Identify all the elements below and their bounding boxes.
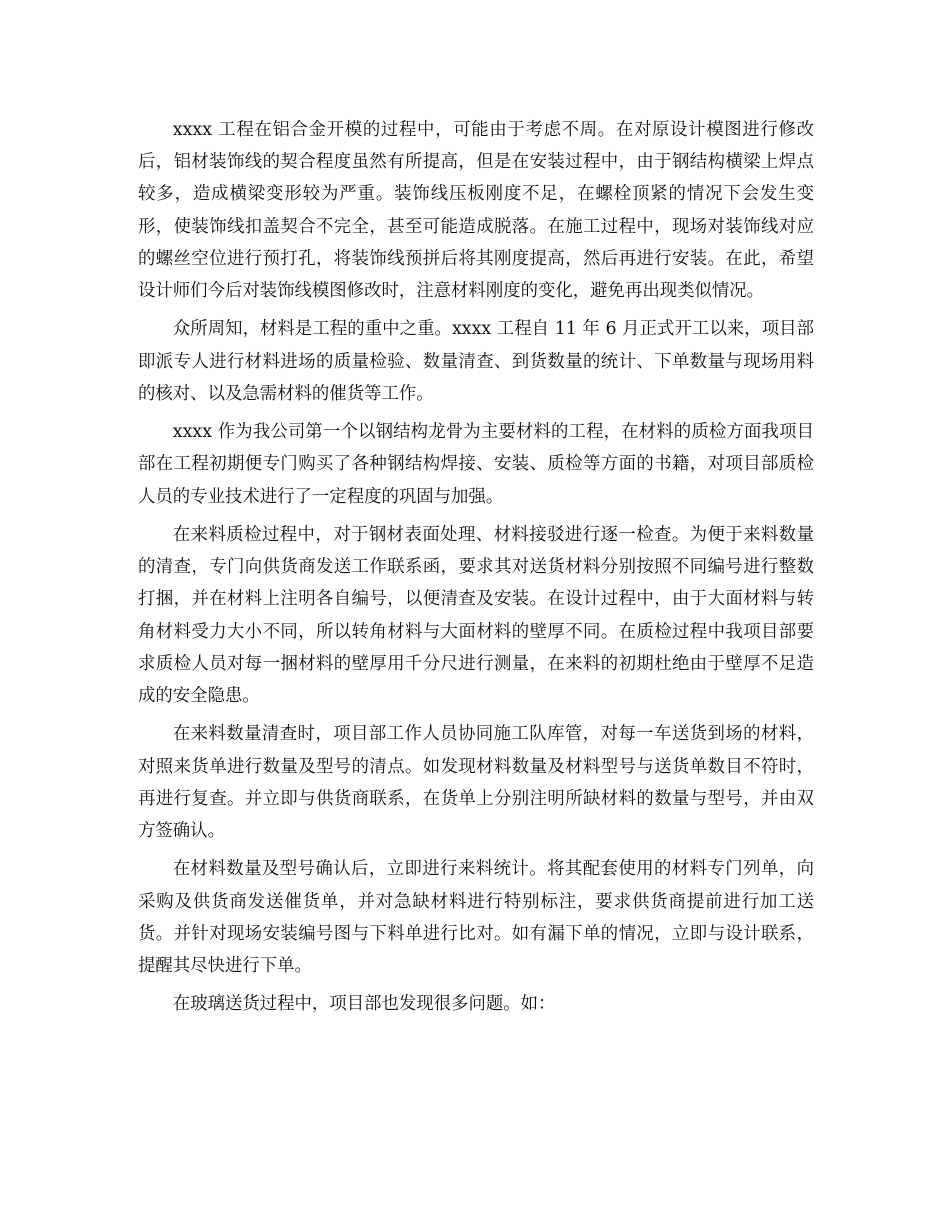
paragraph-3: xxxx 作为我公司第一个以钢结构龙骨为主要材料的工程，在材料的质检方面我项目部在工程初期便专门购买了各种钢结构焊接、安装、质检等方面的书籍，对项目部质检人员的专业技术进行了一定程度的巩固与加强。 bbox=[138, 422, 814, 507]
document-body bbox=[138, 114, 814, 1027]
paragraph-2: 众所周知，材料是工程的重中之重。xxxx 工程自 11 年 6 月正式开工以来，项目部即派专人进行材料进场的质量检验、数量清查、到货数量的统计、下单数量与现场用料的核对、以及急需材料的催货等工作。 bbox=[138, 319, 814, 404]
paragraph-4: 在来料质检过程中，对于钢材表面处理、材料接驳进行逐一检查。为便于来料数量的清查，专门向供货商发送工作联系函，要求其对送货材料分别按照不同编号进行整数打捆，并在材料上注明各自编号，以便清查及安装。在设计过程中，由于大面材料与转角材料受力大小不同，所以转角材料与大面材料的壁厚不同。在质检过程中我项目部要求质检人员对每一捆材料的壁厚用千分尺进行测量，在来料的初期杜绝由于壁厚不足造成的安全隐患。 bbox=[138, 525, 814, 707]
paragraph-6: 在材料数量及型号确认后，立即进行来料统计。将其配套使用的材料专门列单，向采购及供货商发送催货单，并对急缺材料进行特别标注，要求供货商提前进行加工送货。并针对现场安装编号图与下料单进行比对。如有漏下单的情况，立即与设计联系，提醒其尽快进行下单。 bbox=[138, 859, 814, 977]
paragraph-5: 在来料数量清查时，项目部工作人员协同施工队库管，对每一车送货到场的材料，对照来货单进行数量及型号的清点。如发现材料数量及材料型号与送货单数目不符时，再进行复查。并立即与供货商联系，在货单上分别注明所缺材料的数量与型号，并由双方签确认。 bbox=[138, 724, 814, 842]
paragraph-7: 在玻璃送货过程中，项目部也发现很多问题。如： bbox=[172, 994, 556, 1015]
paragraph-1: xxxx 工程在铝合金开模的过程中，可能由于考虑不周。在对原设计模图进行修改后，铝材装饰线的契合程度虽然有所提高，但是在安装过程中，由于钢结构横梁上焊点较多，造成横梁变形较为严重。装饰线压板刚度不足，在螺栓顶紧的情况下会发生变形，使装饰线扣盖契合不完全，甚至可能造成脱落。在施工过程中，现场对装饰线对应的螺丝空位进行预打孔，将装饰线预拼后将其刚度提高，然后再进行安装。在此，希望设计师们今后对装饰线模图修改时，注意材料刚度的变化，避免再出现类似情况。 bbox=[138, 120, 814, 302]
